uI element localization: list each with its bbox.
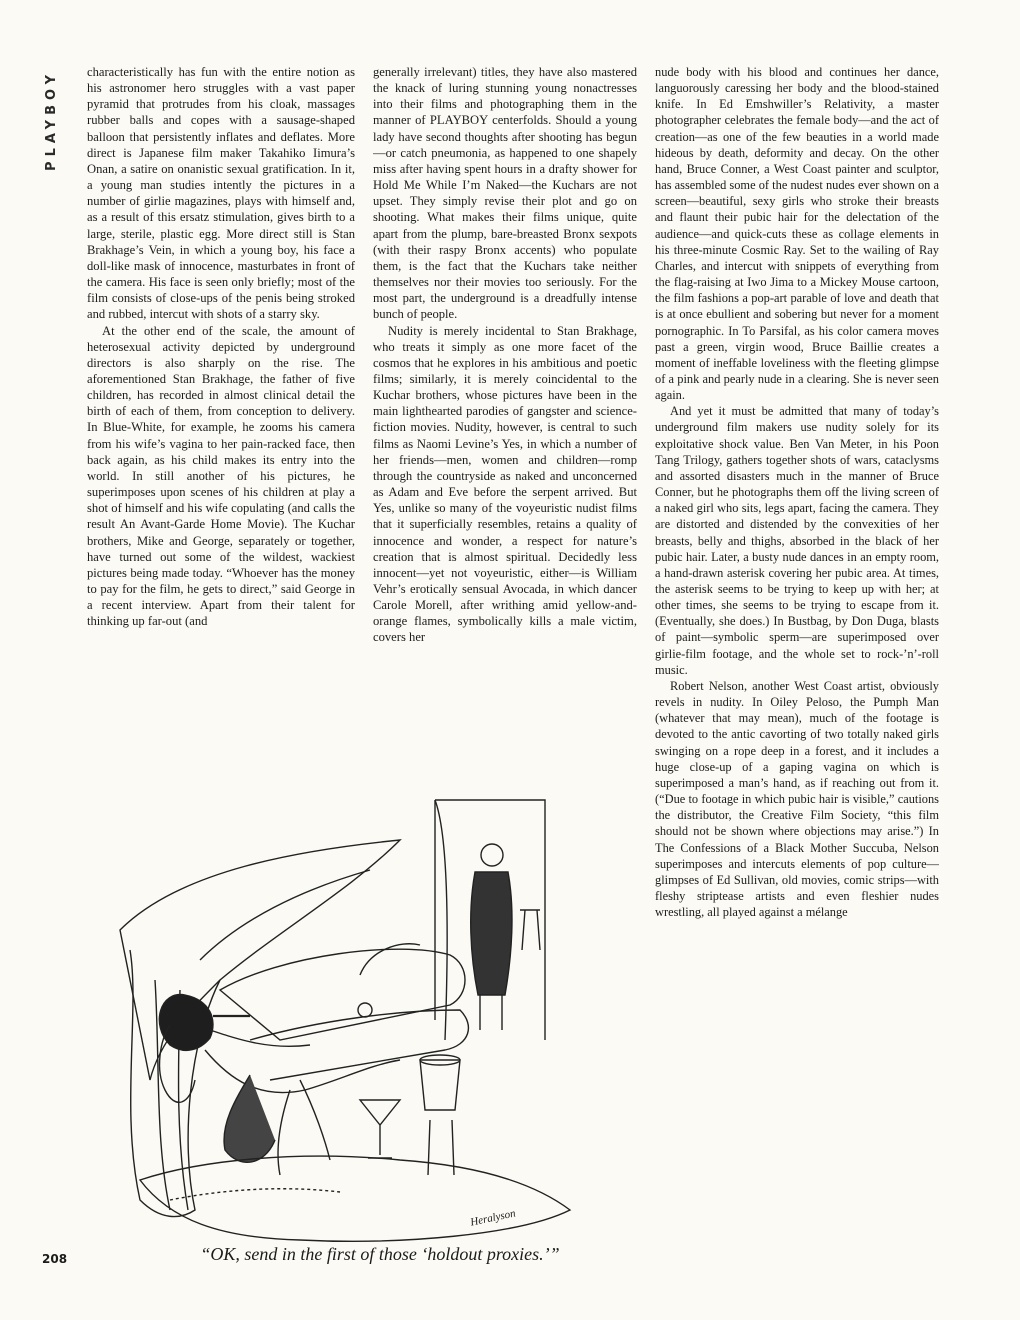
- paragraph: Nudity is merely incidental to Stan Brakhage, who treats it simply as one more facet of the cosmos that he explores in his ambitious and poetic films; similarly, it is merely coincidental to the Kuchar brothers, whose pictures have been in the main lighthearted parodies of gangster and science-fiction movies. Nudity, however, is central to such films as Naomi Levine’s Yes, in which a number of her friends—men, women and children—romp through the countryside as naked and unconcerned as Adam and Eve before the serpent arrived. But Yes, unlike so many of the voyeuristic nudist films that it superficially resembles, retains a quality of innocence and wonder, a respect for nature’s creation that is almost spiritual. Decidedly less innocent—yet not voyeuristic, either—is William Vehr’s erotically sensual Avocada, in which dancer Carole Morell, after writhing amid yellow-and-orange flames, symbolically kills a male victim, covers her: [373, 323, 637, 645]
- text-column-1: [87, 64, 355, 784]
- text-column-3: [655, 64, 939, 1304]
- paragraph: generally irrelevant) titles, they have also mastered the knack of luring stunning young nonactresses into their films and photographing them in the manner of PLAYBOY centerfolds. Should a young lady have second thoughts after shooting has begun—or catch pneumonia, as happened to one shapely miss after having spent hours in a drafty shower for Hold Me While I’m Naked—the Kuchars are not upset. They simply revise their plot and go on shooting. What makes their films unique, quite apart from the plump, bare-breasted Bronx sexpots (with their raspy Bronx accents) who populate them, is the fact that the Kuchars take neither themselves nor their movies too seriously. For the most part, the underground is a dreadfully intense bunch of people.: [373, 65, 637, 322]
- masthead: PLAYBOY: [44, 70, 59, 171]
- cartoon-illustration: [100, 780, 640, 1255]
- paragraph: Robert Nelson, another West Coast artist, obviously revels in nudity. In Oiley Peloso, the Pumph Man (whatever that may mean), much of the footage is devoted to the antic cavorting of two totally naked girls swinging on a rope deep in a forest, and it includes a huge close-up of a gaping vagina on which is superimposed a man’s hand, as if reaching out from it. (“Due to footage in which pubic hair is visible,” cautions the distributor, the Creative Film Society, “this film should not be shown where objections may arise.”) In The Confessions of a Black Mother Succuba, Nelson superimposes and intercuts elements of pop culture—glimpses of Ed Sullivan, old movies, comic strips—with fleshy striptease artists and even fleshier nudes wrestling, all played against a mélange: [655, 678, 939, 920]
- artist-signature: Heralyson: [469, 1207, 517, 1229]
- paragraph: And yet it must be admitted that many of today’s underground film makers use nudity solely for its exploitative shock value. Ben Van Meter, in his Poon Tang Trilogy, gathers together shots of wars, cataclysms and assorted disasters much in the manner of Bruce Conner, but he photographs them off the living screen of a naked girl who sits, legs apart, facing the camera. They are distorted and distended by the convexities of her breasts, belly and thighs, absorbed in the black of her pubic hair. Later, a busty nude dances in an empty room, a hand-drawn asterisk covering her pubic area. At times, the asterisk seems to be trying to keep up with her; at other times, she seems to be trying to escape from it. (Eventually, she does.) In Bustbag, by Don Duga, blasts of paint—symbolic sperm—are superimposed over girlie-film footage, and the whole set to rock-’n’-roll music.: [655, 404, 939, 677]
- cartoon-caption: “OK, send in the first of those ‘holdout proxies.’”: [200, 1244, 560, 1264]
- page-number: 208: [42, 1252, 68, 1266]
- paragraph: nude body with his blood and continues her dance, languorously caressing her body and the blood-stained knife. In Ed Emshwiller’s Relativity, a master photographer celebrates the female body—and the act of creation—as one of the few beauties in a world made hideous by death, deformity and decay. On the other hand, Bruce Conner, a West Coast painter and sculptor, has assembled some of the nudest nudes ever shown on a screen—beautiful, sexy girls who stroke their breasts and flaunt their pubic hair for the delectation of the audience—and quick-cuts these as collage elements in his three-minute Cosmic Ray. Set to the wailing of Ray Charles, and intercut with snippets of everything from the flag-raising at Iwo Jima to a Mickey Mouse cartoon, the film fashions a pop-art parable of love and death that is at once ebullient and sobering but never for a moment pornographic. In To Parsifal, as his color camera moves past a green, virgin wood, Bruce Baillie creates a moment of ineffable loveliness with the fleeting glimpse of a pink and pearly nude in a clearing. She is never seen again.: [655, 65, 939, 403]
- paragraph: characteristically has fun with the entire notion as his astronomer hero struggles with a vast paper pyramid that protrudes from his cloak, massages rubber balls and copes with a sausage-shaped balloon that persistently inflates and deflates. More direct is Japanese film maker Takahiko Iimura’s Onan, a satire on onanistic sexual gratification. In it, a young man studies intently the pictures in a number of girlie magazines, plays with himself and, as a result of this ersatz stimulation, gives birth to a large, sterile, plastic egg. More direct still is Stan Brakhage’s Vein, in which a young boy, his face a doll-like mask of innocence, masturbates in front of the camera. His face is seen only briefly; most of the film consists of close-ups of the penis being stroked and rubbed, intercut with shots of a starry sky.: [87, 65, 355, 322]
- text-column-2: [373, 64, 637, 784]
- paragraph: At the other end of the scale, the amount of heterosexual activity depicted by underground directors is also sharply on the rise. The aforementioned Stan Brakhage, the father of five children, has recorded in almost clinical detail the birth of each of them, from conception to delivery. In Blue-White, for example, he zooms his camera from his wife’s vagina to her pain-racked face, then back again, as his child makes its entry into the world. In still another of his pictures, he superimposes upon scenes of his children at play a shot of himself and his wife copulating (and calls the result An Avant-Garde Home Movie). The Kuchar brothers, Mike and George, separately or together, have turned out some of the wildest, wackiest pictures being made today. “Whoever has the money to pay for the film, he gets to direct,” said George in a recent interview. Apart from their talent for thinking up far-out (and: [87, 323, 355, 629]
